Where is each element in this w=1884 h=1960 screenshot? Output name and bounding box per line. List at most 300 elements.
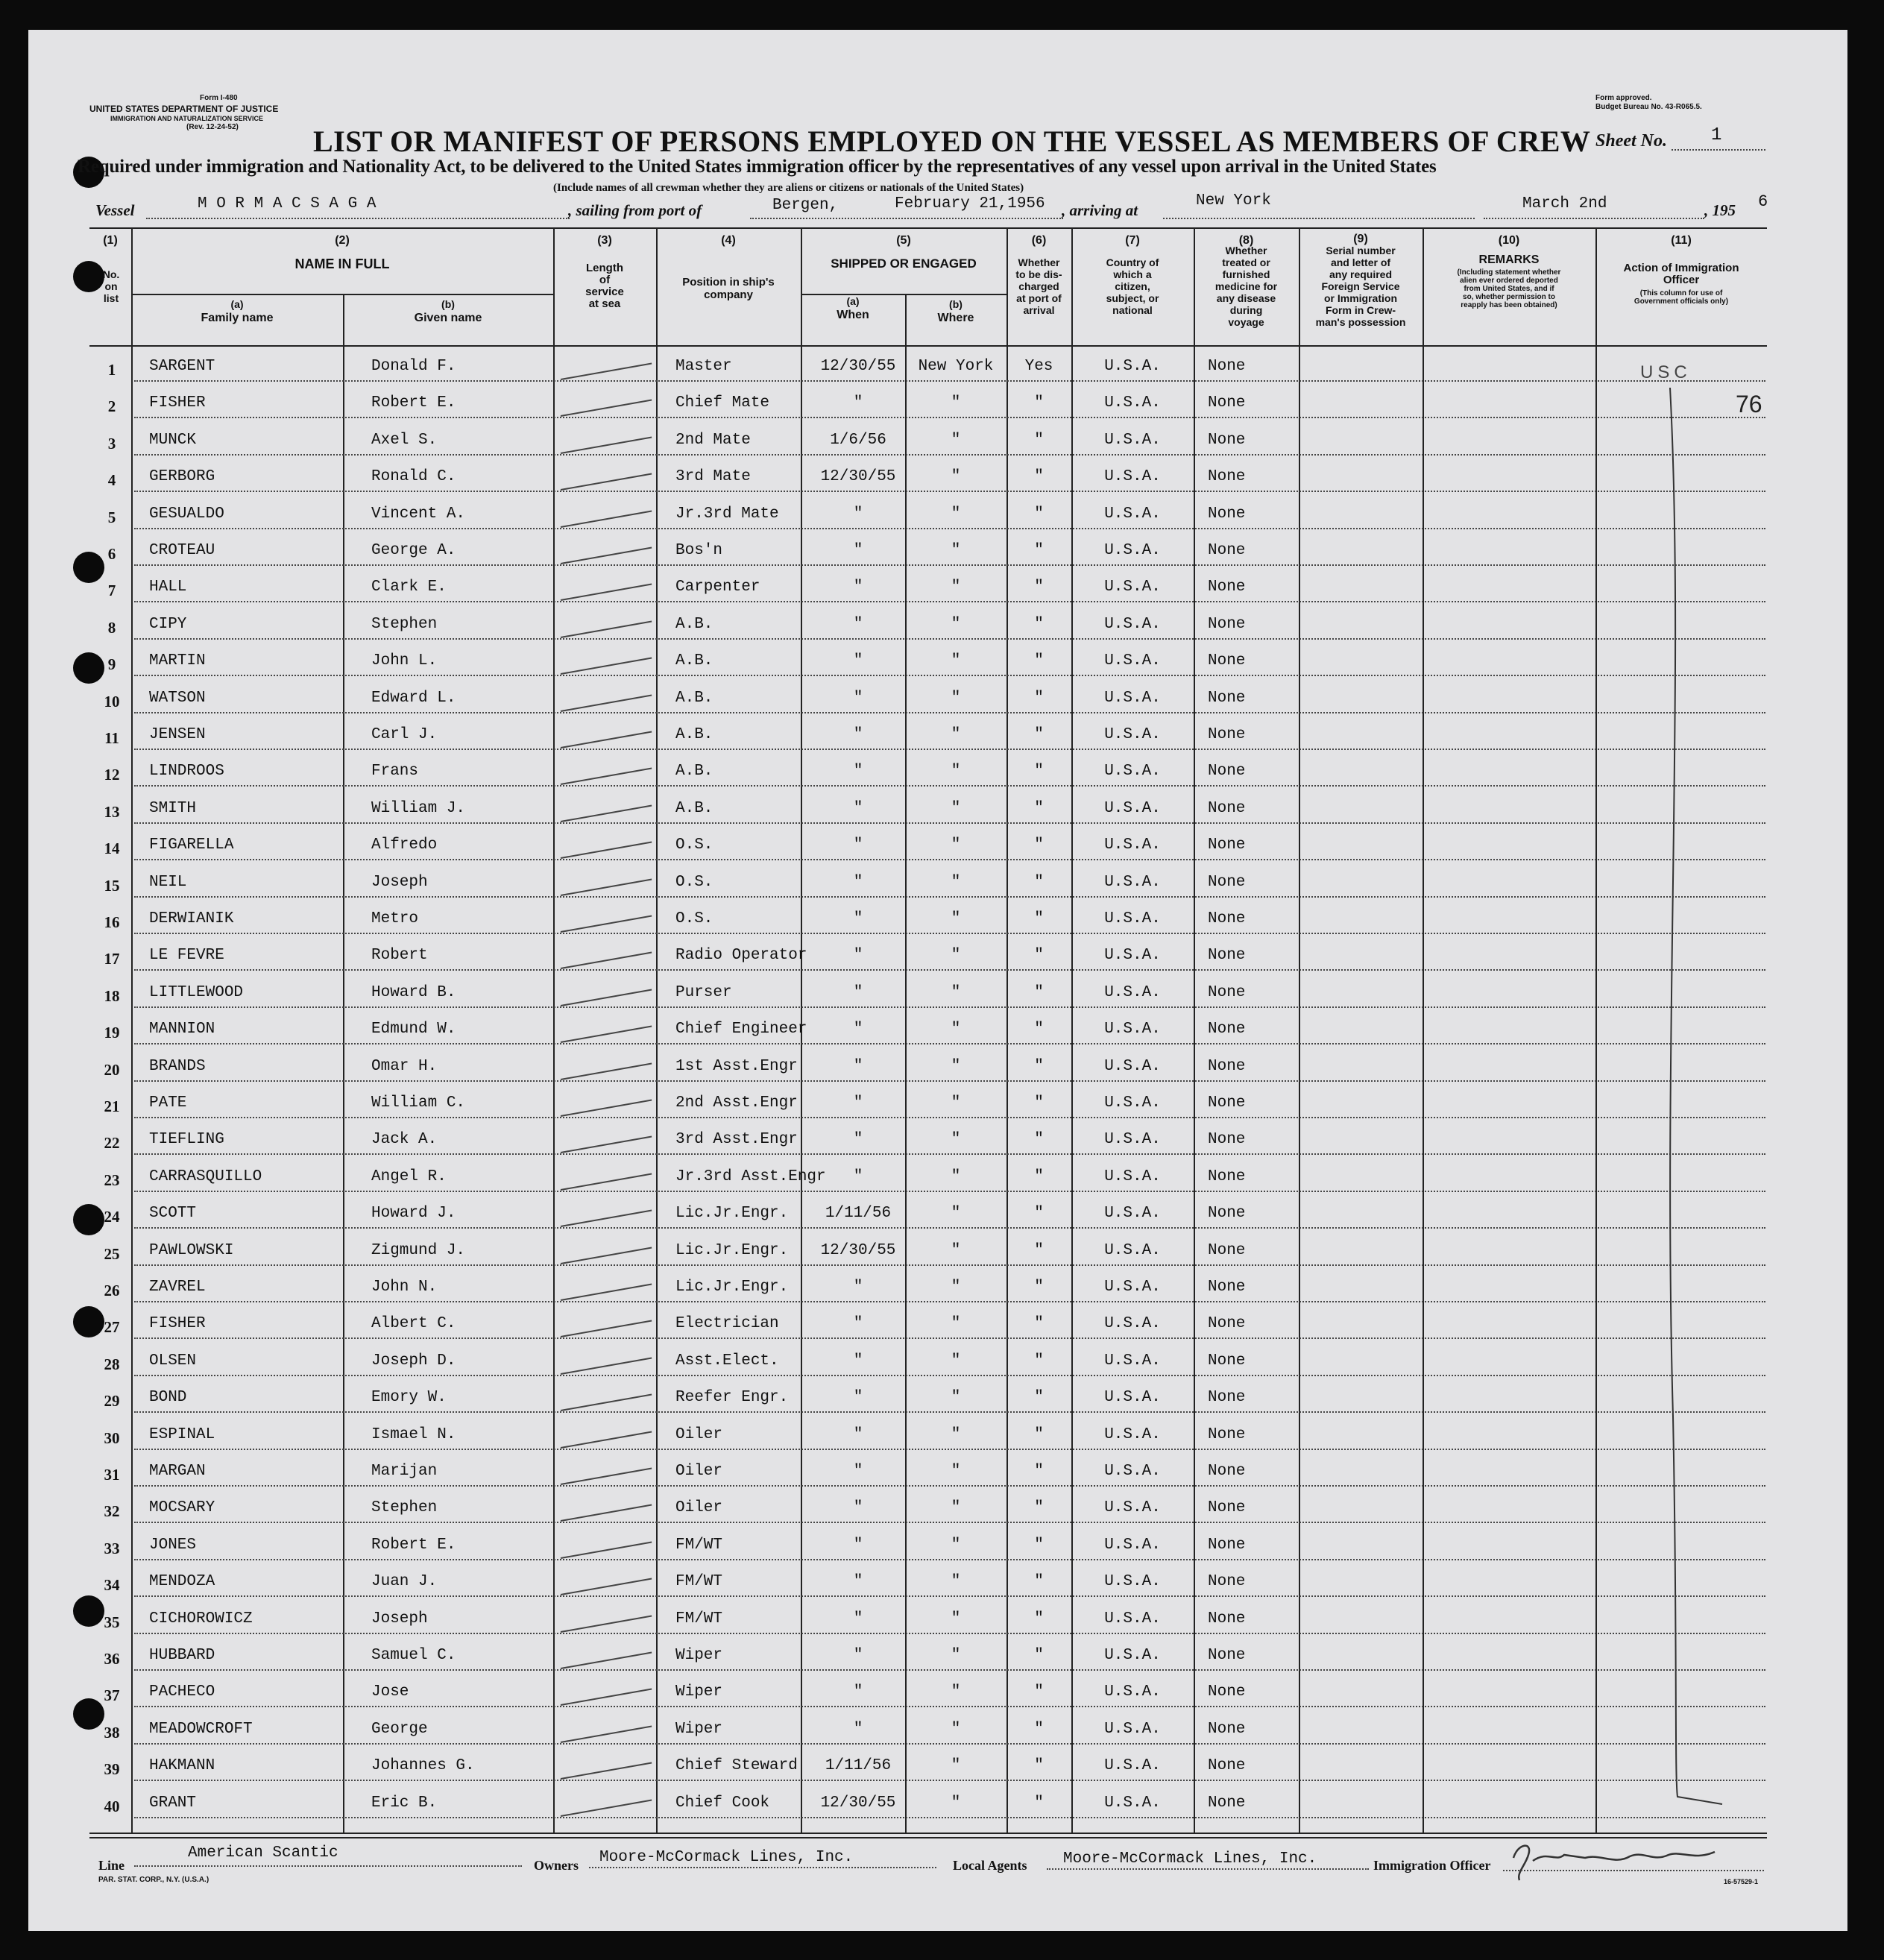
position-cell: Jr.3rd Asst.Engr bbox=[675, 1168, 826, 1185]
family-name-cell: DERWIANIK bbox=[149, 910, 234, 927]
medicine-cell: None bbox=[1208, 1168, 1246, 1185]
row-number: 16 bbox=[104, 913, 120, 931]
row-number: 3 bbox=[107, 435, 116, 453]
shipped-where-cell: " bbox=[951, 1205, 961, 1222]
family-name-cell: OLSEN bbox=[149, 1352, 197, 1370]
given-name-cell: Edmund W. bbox=[371, 1021, 456, 1038]
row-number: 18 bbox=[104, 987, 120, 1005]
discharged-cell: " bbox=[1034, 1426, 1044, 1443]
family-name-cell: NEIL bbox=[149, 874, 187, 891]
shipped-when-cell: " bbox=[853, 1647, 863, 1664]
row-rule bbox=[134, 1780, 1765, 1781]
row-number: 10 bbox=[104, 693, 120, 710]
row-number: 12 bbox=[104, 766, 120, 784]
shipped-where-cell: " bbox=[951, 1573, 961, 1590]
position-cell: FM/WT bbox=[675, 1610, 723, 1627]
family-name-cell: FIGARELLA bbox=[149, 836, 234, 854]
local-agents-value: Moore-McCormack Lines, Inc. bbox=[1063, 1850, 1317, 1868]
row-rule bbox=[134, 1301, 1765, 1302]
col-4-number: (4) bbox=[721, 234, 736, 247]
shipped-when-cell: " bbox=[853, 542, 863, 559]
position-cell: O.S. bbox=[675, 874, 713, 891]
position-cell: A.B. bbox=[675, 690, 713, 707]
given-name-cell: Ronald C. bbox=[371, 468, 456, 485]
row-number: 8 bbox=[107, 619, 116, 637]
shipped-where-cell: " bbox=[951, 1647, 961, 1664]
family-name-cell: SARGENT bbox=[149, 358, 215, 375]
shipped-when-cell: " bbox=[853, 1573, 863, 1590]
family-name-cell: PAWLOWSKI bbox=[149, 1242, 234, 1259]
family-name-cell: CROTEAU bbox=[149, 542, 215, 559]
position-cell: O.S. bbox=[675, 836, 713, 854]
row-number: 1 bbox=[107, 361, 116, 379]
family-name-cell: BRANDS bbox=[149, 1058, 206, 1075]
family-name-cell: TIEFLING bbox=[149, 1131, 224, 1148]
shipped-when-cell: " bbox=[853, 1610, 863, 1627]
country-cell: U.S.A. bbox=[1104, 874, 1161, 891]
col-2-header: NAME IN FULL bbox=[294, 256, 390, 271]
row-rule bbox=[134, 1669, 1765, 1671]
family-name-cell: MARTIN bbox=[149, 652, 206, 669]
shipped-when-cell: " bbox=[853, 505, 863, 523]
shipped-where-cell: " bbox=[951, 1683, 961, 1701]
owners-label: Owners bbox=[534, 1858, 579, 1873]
shipped-when-cell: " bbox=[853, 1499, 863, 1516]
sailing-date: February 21,1956 bbox=[895, 195, 1045, 212]
row-rule bbox=[134, 1411, 1765, 1413]
position-cell: Chief Mate bbox=[675, 394, 770, 412]
row-number: 34 bbox=[104, 1576, 120, 1594]
shipped-where-cell: " bbox=[951, 1610, 961, 1627]
discharged-cell: " bbox=[1034, 1757, 1044, 1774]
position-cell: O.S. bbox=[675, 910, 713, 927]
shipped-where-cell: " bbox=[951, 1279, 961, 1296]
col-11-subheader: (This column for use of Government officials only) bbox=[1633, 289, 1729, 306]
country-cell: U.S.A. bbox=[1104, 358, 1161, 375]
country-cell: U.S.A. bbox=[1104, 1315, 1161, 1332]
row-rule bbox=[134, 1264, 1765, 1266]
shipped-when-cell: " bbox=[853, 1537, 863, 1554]
given-name-cell: Joseph D. bbox=[371, 1352, 456, 1370]
given-name-cell: Jose bbox=[371, 1683, 409, 1701]
shipped-where-cell: " bbox=[951, 1242, 961, 1259]
discharged-cell: " bbox=[1034, 1352, 1044, 1370]
position-cell: Bos'n bbox=[675, 542, 723, 559]
row-rule bbox=[134, 785, 1765, 787]
shipped-when-cell: 1/6/56 bbox=[830, 432, 886, 449]
shipped-when-cell: " bbox=[853, 1168, 863, 1185]
discharged-cell: " bbox=[1034, 1610, 1044, 1627]
col-10-header: REMARKS bbox=[1478, 253, 1540, 266]
given-name-cell: Johannes G. bbox=[371, 1757, 475, 1774]
row-number: 25 bbox=[104, 1245, 120, 1263]
col-2a-number: (a) bbox=[230, 298, 244, 310]
sheet-label: Sheet No. bbox=[1595, 131, 1667, 151]
col-10-number: (10) bbox=[1498, 234, 1520, 247]
shipped-when-cell: " bbox=[853, 1389, 863, 1406]
given-name-cell: Stephen bbox=[371, 1499, 438, 1516]
given-name-cell: Joseph bbox=[371, 1610, 428, 1627]
col-9-number: (9) bbox=[1353, 233, 1368, 245]
shipped-when-cell: " bbox=[853, 616, 863, 633]
row-number: 30 bbox=[104, 1429, 120, 1447]
header-bottom-rule bbox=[89, 345, 1767, 347]
shipped-where-cell: " bbox=[951, 1315, 961, 1332]
discharged-cell: " bbox=[1034, 1058, 1044, 1075]
row-number: 15 bbox=[104, 877, 120, 895]
country-cell: U.S.A. bbox=[1104, 1389, 1161, 1406]
row-number: 11 bbox=[104, 729, 119, 747]
row-rule bbox=[134, 564, 1765, 566]
row-number: 40 bbox=[104, 1797, 120, 1815]
family-name-cell: MANNION bbox=[149, 1021, 215, 1038]
given-name-cell: William C. bbox=[371, 1094, 466, 1112]
family-name-cell: FISHER bbox=[149, 1315, 206, 1332]
position-cell: Asst.Elect. bbox=[675, 1352, 779, 1370]
discharged-cell: " bbox=[1034, 800, 1044, 817]
country-cell: U.S.A. bbox=[1104, 579, 1161, 596]
shipped-when-cell: " bbox=[853, 1094, 863, 1112]
row-rule bbox=[134, 491, 1765, 492]
family-name-cell: HALL bbox=[149, 579, 187, 596]
row-rule bbox=[134, 1743, 1765, 1745]
shipped-when-cell: " bbox=[853, 836, 863, 854]
col-5-number: (5) bbox=[896, 234, 911, 247]
discharged-cell: Yes bbox=[1024, 358, 1053, 375]
given-name-cell: Stephen bbox=[371, 616, 438, 633]
discharged-cell: " bbox=[1034, 652, 1044, 669]
medicine-cell: None bbox=[1208, 1058, 1246, 1075]
shipped-when-cell: " bbox=[853, 947, 863, 964]
country-cell: U.S.A. bbox=[1104, 1131, 1161, 1148]
family-name-cell: JENSEN bbox=[149, 726, 206, 743]
family-name-cell: SCOTT bbox=[149, 1205, 197, 1222]
shipped-where-cell: " bbox=[951, 1537, 961, 1554]
col-divider bbox=[343, 294, 344, 1834]
col-2b-number: (b) bbox=[441, 298, 455, 310]
position-cell: Chief Steward bbox=[675, 1757, 798, 1774]
given-name-cell: Edward L. bbox=[371, 690, 456, 707]
arrival-port-rule bbox=[1163, 218, 1475, 219]
country-cell: U.S.A. bbox=[1104, 1537, 1161, 1554]
row-number: 14 bbox=[104, 839, 120, 857]
shipped-when-cell: " bbox=[853, 1279, 863, 1296]
family-name-cell: CIPY bbox=[149, 616, 187, 633]
row-number: 28 bbox=[104, 1355, 120, 1373]
position-cell: 1st Asst.Engr bbox=[675, 1058, 798, 1075]
discharged-cell: " bbox=[1034, 1537, 1044, 1554]
medicine-cell: None bbox=[1208, 358, 1246, 375]
shipped-where-cell: " bbox=[951, 1757, 961, 1774]
shipped-where-cell: " bbox=[951, 579, 961, 596]
col-9-header: Serial number and letter of any required Foreign Service or Immigration Form in Crew- man's possession bbox=[1315, 245, 1406, 328]
col-1-header: No. on list bbox=[102, 268, 120, 304]
country-cell: U.S.A. bbox=[1104, 910, 1161, 927]
medicine-cell: None bbox=[1208, 1537, 1246, 1554]
discharged-cell: " bbox=[1034, 505, 1044, 523]
position-cell: 3rd Mate bbox=[675, 468, 751, 485]
discharged-cell: " bbox=[1034, 616, 1044, 633]
sheet-number-rule bbox=[1672, 149, 1765, 151]
row-rule bbox=[134, 1375, 1765, 1376]
given-name-cell: Jack A. bbox=[371, 1131, 438, 1148]
position-cell: FM/WT bbox=[675, 1537, 723, 1554]
country-cell: U.S.A. bbox=[1104, 394, 1161, 412]
discharged-cell: " bbox=[1034, 726, 1044, 743]
shipped-where-cell: " bbox=[951, 1131, 961, 1148]
discharged-cell: " bbox=[1034, 394, 1044, 412]
discharged-cell: " bbox=[1034, 690, 1044, 707]
medicine-cell: None bbox=[1208, 1242, 1246, 1259]
given-name-cell: Donald F. bbox=[371, 358, 456, 375]
shipped-where-cell: " bbox=[951, 800, 961, 817]
row-number: 37 bbox=[104, 1686, 120, 1704]
shipped-when-cell: " bbox=[853, 800, 863, 817]
medicine-cell: None bbox=[1208, 690, 1246, 707]
given-name-cell: Robert E. bbox=[371, 394, 456, 412]
row-number: 20 bbox=[104, 1061, 120, 1079]
row-number: 19 bbox=[104, 1024, 120, 1042]
family-name-cell: ESPINAL bbox=[149, 1426, 215, 1443]
owners-rule bbox=[589, 1867, 936, 1868]
medicine-cell: None bbox=[1208, 763, 1246, 780]
medicine-cell: None bbox=[1208, 1610, 1246, 1627]
country-cell: U.S.A. bbox=[1104, 1683, 1161, 1701]
family-name-cell: ZAVREL bbox=[149, 1279, 206, 1296]
row-number: 17 bbox=[104, 950, 120, 968]
row-rule bbox=[134, 749, 1765, 750]
row-rule bbox=[134, 859, 1765, 860]
shipped-where-cell: " bbox=[951, 726, 961, 743]
immigration-officer-label: Immigration Officer bbox=[1373, 1858, 1491, 1873]
row-number: 7 bbox=[107, 582, 116, 599]
table-bottom-rule bbox=[89, 1833, 1767, 1834]
discharged-cell: " bbox=[1034, 1499, 1044, 1516]
sheet-number: 1 bbox=[1711, 125, 1722, 145]
discharged-cell: " bbox=[1034, 468, 1044, 485]
printer-credit: PAR. STAT. CORP., N.Y. (U.S.A.) bbox=[98, 1876, 209, 1884]
medicine-cell: None bbox=[1208, 874, 1246, 891]
arrival-date: March 2nd bbox=[1522, 195, 1607, 212]
departure-port: Bergen, bbox=[772, 197, 839, 214]
discharged-cell: " bbox=[1034, 836, 1044, 854]
family-name-cell: LINDROOS bbox=[149, 763, 224, 780]
discharged-cell: " bbox=[1034, 1021, 1044, 1038]
shipped-where-cell: " bbox=[951, 947, 961, 964]
country-cell: U.S.A. bbox=[1104, 1279, 1161, 1296]
position-cell: 2nd Asst.Engr bbox=[675, 1094, 798, 1112]
officer-rule bbox=[1503, 1870, 1764, 1871]
row-rule bbox=[134, 933, 1765, 934]
row-rule bbox=[134, 896, 1765, 898]
given-name-cell: Omar H. bbox=[371, 1058, 438, 1075]
position-cell: Electrician bbox=[675, 1315, 779, 1332]
country-cell: U.S.A. bbox=[1104, 1058, 1161, 1075]
shipped-where-cell: " bbox=[951, 836, 961, 854]
country-cell: U.S.A. bbox=[1104, 1794, 1161, 1812]
given-name-cell: Clark E. bbox=[371, 579, 447, 596]
medicine-cell: None bbox=[1208, 1021, 1246, 1038]
medicine-cell: None bbox=[1208, 652, 1246, 669]
shipped-when-cell: " bbox=[853, 726, 863, 743]
discharged-cell: " bbox=[1034, 1168, 1044, 1185]
medicine-cell: None bbox=[1208, 616, 1246, 633]
row-rule bbox=[134, 1006, 1765, 1008]
discharged-cell: " bbox=[1034, 542, 1044, 559]
given-name-cell: John L. bbox=[371, 652, 438, 669]
col-5b-header: Where bbox=[937, 312, 974, 324]
given-name-cell: Frans bbox=[371, 763, 419, 780]
given-name-cell: Angel R. bbox=[371, 1168, 447, 1185]
discharged-cell: " bbox=[1034, 1315, 1044, 1332]
shipped-when-cell: " bbox=[853, 1315, 863, 1332]
row-rule bbox=[134, 675, 1765, 676]
given-name-cell: Robert bbox=[371, 947, 428, 964]
given-name-cell: Ismael N. bbox=[371, 1426, 456, 1443]
row-rule bbox=[134, 1522, 1765, 1523]
given-name-cell: Robert E. bbox=[371, 1537, 456, 1554]
row-rule bbox=[134, 417, 1765, 418]
row-number: 38 bbox=[104, 1724, 120, 1742]
shipped-where-cell: " bbox=[951, 1058, 961, 1075]
family-name-cell: MEADOWCROFT bbox=[149, 1721, 253, 1738]
line-rule bbox=[134, 1865, 522, 1867]
discharged-cell: " bbox=[1034, 1094, 1044, 1112]
col-2a-header: Family name bbox=[201, 312, 274, 324]
col-6-number: (6) bbox=[1031, 234, 1047, 247]
country-cell: U.S.A. bbox=[1104, 1499, 1161, 1516]
shipped-when-cell: 1/11/56 bbox=[825, 1205, 892, 1222]
row-rule bbox=[134, 1043, 1765, 1044]
family-name-cell: MARGAN bbox=[149, 1463, 206, 1480]
position-cell: Radio Operator bbox=[675, 947, 807, 964]
country-cell: U.S.A. bbox=[1104, 1757, 1161, 1774]
row-rule bbox=[134, 1227, 1765, 1229]
vessel-rule bbox=[146, 218, 570, 219]
shipped-where-cell: " bbox=[951, 690, 961, 707]
row-number: 6 bbox=[107, 545, 116, 563]
discharged-cell: " bbox=[1034, 1647, 1044, 1664]
position-cell: Purser bbox=[675, 984, 732, 1001]
row-rule bbox=[134, 638, 1765, 640]
shipped-when-cell: " bbox=[853, 1131, 863, 1148]
given-name-cell: Eric B. bbox=[371, 1794, 438, 1812]
shipped-where-cell: " bbox=[951, 468, 961, 485]
col-divider bbox=[1595, 227, 1597, 1834]
shipped-where-cell: " bbox=[951, 1721, 961, 1738]
vessel-name: M O R M A C S A G A bbox=[198, 195, 377, 212]
row-rule bbox=[134, 528, 1765, 529]
agents-rule bbox=[1047, 1868, 1369, 1870]
discharged-cell: " bbox=[1034, 1463, 1044, 1480]
row-rule bbox=[134, 712, 1765, 713]
discharged-cell: " bbox=[1034, 763, 1044, 780]
row-number: 23 bbox=[104, 1171, 120, 1189]
col-11-header: Action of Immigration Officer bbox=[1623, 262, 1739, 286]
country-cell: U.S.A. bbox=[1104, 1647, 1161, 1664]
col-divider bbox=[1299, 227, 1300, 1834]
row-number: 22 bbox=[104, 1134, 120, 1152]
country-cell: U.S.A. bbox=[1104, 616, 1161, 633]
form-revision: (Rev. 12-24-52) bbox=[186, 123, 239, 131]
form-code: 16-57529-1 bbox=[1724, 1878, 1759, 1885]
col-divider bbox=[1423, 227, 1424, 1834]
family-name-cell: WATSON bbox=[149, 690, 206, 707]
discharged-cell: " bbox=[1034, 1794, 1044, 1812]
position-cell: Jr.3rd Mate bbox=[675, 505, 779, 523]
col-divider bbox=[131, 227, 133, 1834]
row-number: 33 bbox=[104, 1540, 120, 1557]
col-10-subheader: (Including statement whether alien ever ordered deported from United States, and if so, whether permission to reapply has been obtained) bbox=[1457, 268, 1561, 309]
shipped-when-cell: " bbox=[853, 1463, 863, 1480]
medicine-cell: None bbox=[1208, 468, 1246, 485]
country-cell: U.S.A. bbox=[1104, 726, 1161, 743]
discharged-cell: " bbox=[1034, 1721, 1044, 1738]
family-name-cell: PACHECO bbox=[149, 1683, 215, 1701]
given-name-cell: Juan J. bbox=[371, 1573, 438, 1590]
sailing-label: , sailing from port of bbox=[568, 201, 702, 219]
medicine-cell: None bbox=[1208, 800, 1246, 817]
shipped-where-cell: " bbox=[951, 1794, 961, 1812]
col-7-number: (7) bbox=[1125, 234, 1140, 247]
row-number: 21 bbox=[104, 1097, 120, 1115]
country-cell: U.S.A. bbox=[1104, 505, 1161, 523]
include-note: (Include names of all crewman whether they are aliens or citizens or nationals of the United States) bbox=[553, 182, 1024, 194]
given-name-cell: Howard J. bbox=[371, 1205, 456, 1222]
shipped-where-cell: " bbox=[951, 432, 961, 449]
shipped-when-cell: " bbox=[853, 690, 863, 707]
shipped-when-cell: " bbox=[853, 874, 863, 891]
shipped-when-cell: " bbox=[853, 1426, 863, 1443]
family-name-cell: LE FEVRE bbox=[149, 947, 224, 964]
col-11-number: (11) bbox=[1671, 234, 1692, 247]
shipped-where-cell: " bbox=[951, 1094, 961, 1112]
row-number: 9 bbox=[107, 655, 116, 673]
given-name-cell: Joseph bbox=[371, 874, 428, 891]
shipped-when-cell: " bbox=[853, 394, 863, 412]
agency-name: UNITED STATES DEPARTMENT OF JUSTICE bbox=[89, 104, 279, 114]
shipped-where-cell: " bbox=[951, 1389, 961, 1406]
table-top-rule bbox=[89, 227, 1767, 229]
shipped-when-cell: 1/11/56 bbox=[825, 1757, 892, 1774]
row-rule bbox=[134, 1080, 1765, 1082]
given-name-cell: Vincent A. bbox=[371, 505, 466, 523]
country-cell: U.S.A. bbox=[1104, 1242, 1161, 1259]
col-5-header: SHIPPED OR ENGAGED bbox=[831, 256, 977, 271]
family-name-cell: LITTLEWOOD bbox=[149, 984, 244, 1001]
position-cell: FM/WT bbox=[675, 1573, 723, 1590]
shipped-where-cell: " bbox=[951, 1463, 961, 1480]
page-title: LIST OR MANIFEST OF PERSONS EMPLOYED ON THE VESSEL AS MEMBERS OF CREW bbox=[313, 125, 1591, 158]
row-rule bbox=[134, 1191, 1765, 1192]
uscg-annotation: USC bbox=[1640, 362, 1692, 382]
arrival-date-rule bbox=[1484, 218, 1704, 219]
medicine-cell: None bbox=[1208, 910, 1246, 927]
shipped-when-cell: " bbox=[853, 652, 863, 669]
position-cell: Reefer Engr. bbox=[675, 1389, 789, 1406]
family-name-cell: GRANT bbox=[149, 1794, 197, 1812]
given-name-cell: Alfredo bbox=[371, 836, 438, 854]
medicine-cell: None bbox=[1208, 1499, 1246, 1516]
family-name-cell: HUBBARD bbox=[149, 1647, 215, 1664]
position-cell: Oiler bbox=[675, 1499, 723, 1516]
form-number: Form I-480 bbox=[200, 94, 238, 102]
form-approval: Form approved. bbox=[1595, 94, 1652, 102]
row-number: 5 bbox=[107, 508, 116, 526]
country-cell: U.S.A. bbox=[1104, 468, 1161, 485]
col-6-header: Whether to be dis- charged at port of arrival bbox=[1015, 256, 1062, 316]
country-cell: U.S.A. bbox=[1104, 542, 1161, 559]
